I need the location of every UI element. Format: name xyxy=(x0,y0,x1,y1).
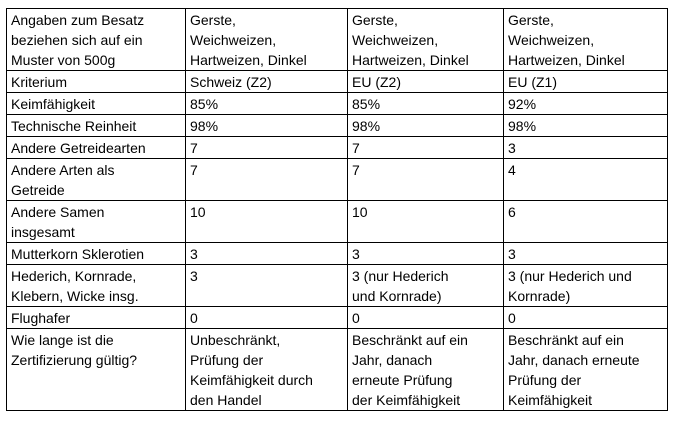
table-cell: 3 (nur Hederich und Kornrade) xyxy=(348,265,504,307)
table-cell: Gerste, Weichweizen, Hartweizen, Dinkel xyxy=(186,9,348,71)
table-cell: Beschränkt auf ein Jahr, danach erneute Prüfung der Keimfähigkeit xyxy=(348,329,504,411)
table-cell: Angaben zum Besatz beziehen sich auf ein Muster von 500g xyxy=(7,9,186,71)
table-cell: 7 xyxy=(186,159,348,201)
table-cell: 3 xyxy=(186,243,348,265)
table-row xyxy=(7,265,668,307)
table-cell: Keimfähigkeit xyxy=(7,93,186,115)
table-cell: 92% xyxy=(504,93,668,115)
table-cell: Gerste, Weichweizen, Hartweizen, Dinkel xyxy=(348,9,504,71)
table-cell: 3 xyxy=(504,137,668,159)
table-cell: 0 xyxy=(186,307,348,329)
table-cell: 7 xyxy=(186,137,348,159)
table-row xyxy=(7,137,668,159)
table-row xyxy=(7,243,668,265)
table-cell: 7 xyxy=(348,159,504,201)
table-cell: Unbeschränkt, Prüfung der Keimfähigkeit durch den Handel xyxy=(186,329,348,411)
table-cell: 85% xyxy=(348,93,504,115)
table-cell: Gerste, Weichweizen, Hartweizen, Dinkel xyxy=(504,9,668,71)
table-row xyxy=(7,201,668,243)
table-row xyxy=(7,9,668,71)
table-cell: 7 xyxy=(348,137,504,159)
table-cell: 3 xyxy=(504,243,668,265)
seed-certification-table xyxy=(6,8,668,411)
table-cell: 4 xyxy=(504,159,668,201)
table-cell: 98% xyxy=(504,115,668,137)
table-container xyxy=(6,8,668,411)
table-row xyxy=(7,329,668,411)
table-cell: EU (Z2) xyxy=(348,71,504,93)
table-cell: 3 xyxy=(348,243,504,265)
table-cell: 6 xyxy=(504,201,668,243)
table-cell: Wie lange ist die Zertifizierung gültig? xyxy=(7,329,186,411)
table-cell: Andere Arten als Getreide xyxy=(7,159,186,201)
table-row xyxy=(7,159,668,201)
table-row xyxy=(7,93,668,115)
table-cell: Hederich, Kornrade, Klebern, Wicke insg. xyxy=(7,265,186,307)
table-cell: Andere Samen insgesamt xyxy=(7,201,186,243)
table-row xyxy=(7,71,668,93)
table-cell: 0 xyxy=(348,307,504,329)
table-cell: 3 xyxy=(186,265,348,307)
table-cell: Beschränkt auf ein Jahr, danach erneute Prüfung der Keimfähigkeit xyxy=(504,329,668,411)
table-cell: 10 xyxy=(186,201,348,243)
table-cell: 85% xyxy=(186,93,348,115)
table-cell: 98% xyxy=(348,115,504,137)
table-cell: Mutterkorn Sklerotien xyxy=(7,243,186,265)
table-cell: Flughafer xyxy=(7,307,186,329)
table-row xyxy=(7,115,668,137)
table-cell: Technische Reinheit xyxy=(7,115,186,137)
table-cell: Schweiz (Z2) xyxy=(186,71,348,93)
table-cell: 3 (nur Hederich und Kornrade) xyxy=(504,265,668,307)
table-body xyxy=(7,9,668,411)
table-cell: 0 xyxy=(504,307,668,329)
table-cell: Andere Getreidearten xyxy=(7,137,186,159)
table-row xyxy=(7,307,668,329)
table-cell: Kriterium xyxy=(7,71,186,93)
table-cell: 98% xyxy=(186,115,348,137)
table-cell: 10 xyxy=(348,201,504,243)
table-cell: EU (Z1) xyxy=(504,71,668,93)
